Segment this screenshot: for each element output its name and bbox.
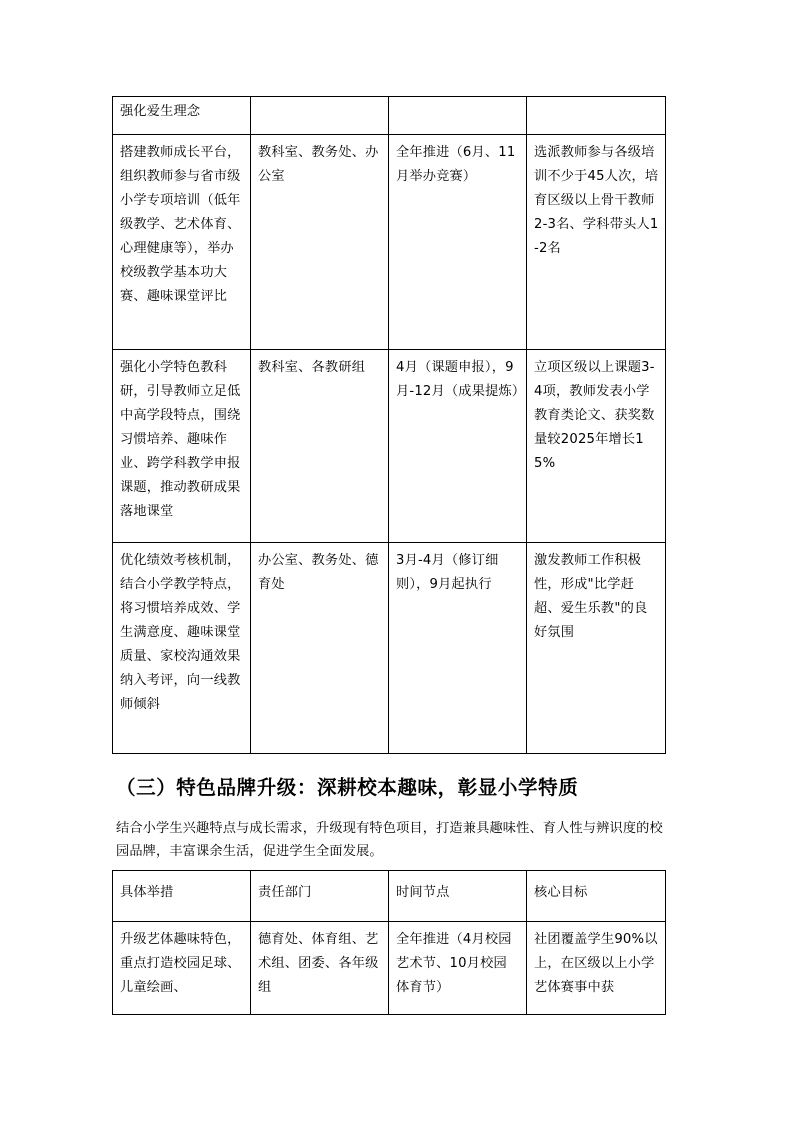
header-department: 责任部门 bbox=[251, 871, 389, 922]
timeline-cell: 全年推进（6月、11月举办竞赛） bbox=[389, 135, 527, 350]
measure-cell: 强化爱生理念 bbox=[113, 97, 251, 135]
department-cell: 教科室、各教研组 bbox=[251, 350, 389, 543]
table-row bbox=[113, 97, 666, 135]
goal-cell: 激发教师工作积极性，形成"比学赶超、爱生乐教"的良好氛围 bbox=[527, 543, 666, 754]
table-row bbox=[113, 543, 666, 754]
timeline-cell: 3月-4月（修订细则），9月起执行 bbox=[389, 543, 527, 754]
table-header-row bbox=[113, 871, 666, 922]
timeline-cell: 全年推进（4月校园艺术节、10月校园体育节） bbox=[389, 922, 527, 1015]
department-cell: 德育处、体育组、艺术组、团委、各年级组 bbox=[251, 922, 389, 1015]
header-timeline: 时间节点 bbox=[389, 871, 527, 922]
brand-measures-table bbox=[112, 870, 666, 1015]
section-heading: （三）特色品牌升级：深耕校本趣味，彰显小学特质 bbox=[116, 776, 579, 799]
header-measure: 具体举措 bbox=[113, 871, 251, 922]
department-cell: 教科室、教务处、办公室 bbox=[251, 135, 389, 350]
department-cell bbox=[251, 97, 389, 135]
goal-cell: 立项区级以上课题3-4项，教师发表小学教育类论文、获奖数量较2025年增长15% bbox=[527, 350, 666, 543]
measure-cell: 优化绩效考核机制，结合小学教学特点，将习惯培养成效、学生满意度、趣味课堂质量、家校沟通效果纳入考评，向一线教师倾斜 bbox=[113, 543, 251, 754]
table-row bbox=[113, 922, 666, 1015]
timeline-cell bbox=[389, 97, 527, 135]
table-row bbox=[113, 135, 666, 350]
table-row bbox=[113, 350, 666, 543]
goal-cell bbox=[527, 97, 666, 135]
goal-cell: 社团覆盖学生90%以上，在区级以上小学艺体赛事中获 bbox=[527, 922, 666, 1015]
department-cell: 办公室、教务处、德育处 bbox=[251, 543, 389, 754]
goal-cell: 选派教师参与各级培训不少于45人次，培育区级以上骨干教师2-3名、学科带头人1-2名 bbox=[527, 135, 666, 350]
measure-cell: 搭建教师成长平台，组织教师参与省市级小学专项培训（低年级教学、艺术体育、心理健康等），举办校级教学基本功大赛、趣味课堂评比 bbox=[113, 135, 251, 350]
measure-cell: 升级艺体趣味特色，重点打造校园足球、儿童绘画、 bbox=[113, 922, 251, 1015]
measure-cell: 强化小学特色教科研，引导教师立足低中高学段特点，围绕习惯培养、趣味作业、跨学科教学申报课题，推动教研成果落地课堂 bbox=[113, 350, 251, 543]
section-intro: 结合小学生兴趣特点与成长需求，升级现有特色项目，打造兼具趣味性、育人性与辨识度的校园品牌，丰富课余生活，促进学生全面发展。 bbox=[116, 821, 663, 859]
header-goal: 核心目标 bbox=[527, 871, 666, 922]
measures-table-continued bbox=[112, 96, 666, 754]
timeline-cell: 4月（课题申报），9月-12月（成果提炼） bbox=[389, 350, 527, 543]
